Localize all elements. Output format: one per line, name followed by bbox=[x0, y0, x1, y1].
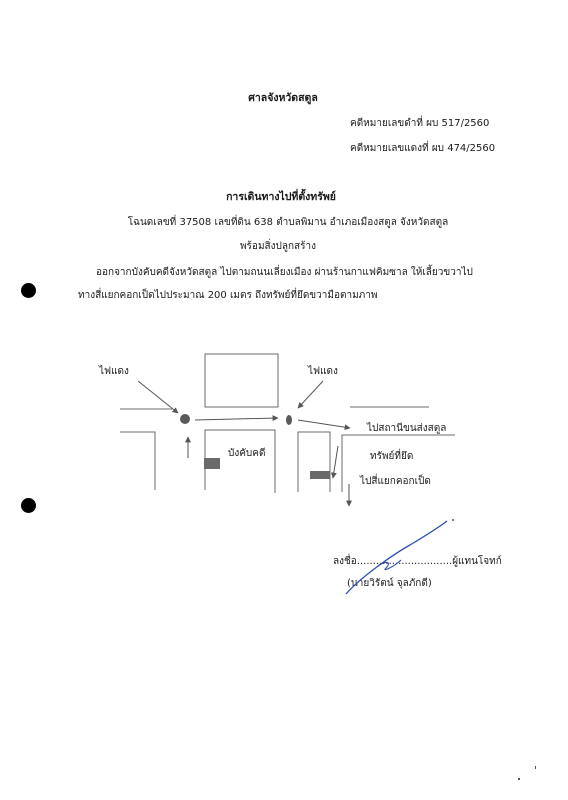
map-label-seized-property: ทรัพย์ที่ยึด bbox=[370, 451, 414, 462]
court-name: ศาลจังหวัดสตูล bbox=[248, 92, 318, 104]
map-label-traffic-light-left: ไฟแดง bbox=[99, 366, 129, 377]
document-title: การเดินทางไปที่ตั้งทรัพย์ bbox=[226, 191, 336, 203]
map-label-to-intersection: ไปสี่แยกคอกเป็ด bbox=[360, 476, 431, 487]
signature-dots: .............................. bbox=[356, 556, 453, 567]
signature-name: (นายวิรัตน์ จุลภักดี) bbox=[347, 578, 432, 589]
signature-role: ผู้แทนโจทก์ bbox=[452, 556, 502, 567]
map-label-transport-station: ไปสถานีขนส่งสตูล bbox=[367, 423, 447, 434]
black-case-number: คดีหมายเลขดำที่ ผบ 517/2560 bbox=[350, 118, 490, 129]
scan-speck bbox=[518, 778, 520, 780]
property-deed-line: โฉนดเลขที่ 37508 เลขที่ดิน 638 ตำบลพิมาน อำเภอเมืองสตูล จังหวัดสตูล bbox=[127, 217, 449, 228]
scan-speck bbox=[535, 766, 536, 769]
signature-prefix: ลงชื่อ bbox=[333, 556, 357, 567]
red-case-number: คดีหมายเลขแดงที่ ผบ 474/2560 bbox=[350, 143, 496, 154]
directions-line-1: ออกจากบังคับคดีจังหวัดสตูล ไปตามถนนเลี่ยงเมือง ผ่านร้านกาแฟคิมซาล ให้เลี้ยวขวาไป bbox=[96, 267, 473, 278]
map-label-enforcement-office: บังคับคดี bbox=[228, 448, 266, 459]
directions-line-2: ทางสี่แยกคอกเป็ดไปประมาณ 200 เมตร ถึงทรัพย์ที่ยึดขวามือตามภาพ bbox=[78, 290, 378, 301]
map-label-traffic-light-right: ไฟแดง bbox=[308, 366, 338, 377]
property-buildings-line: พร้อมสิ่งปลูกสร้าง bbox=[239, 241, 317, 252]
